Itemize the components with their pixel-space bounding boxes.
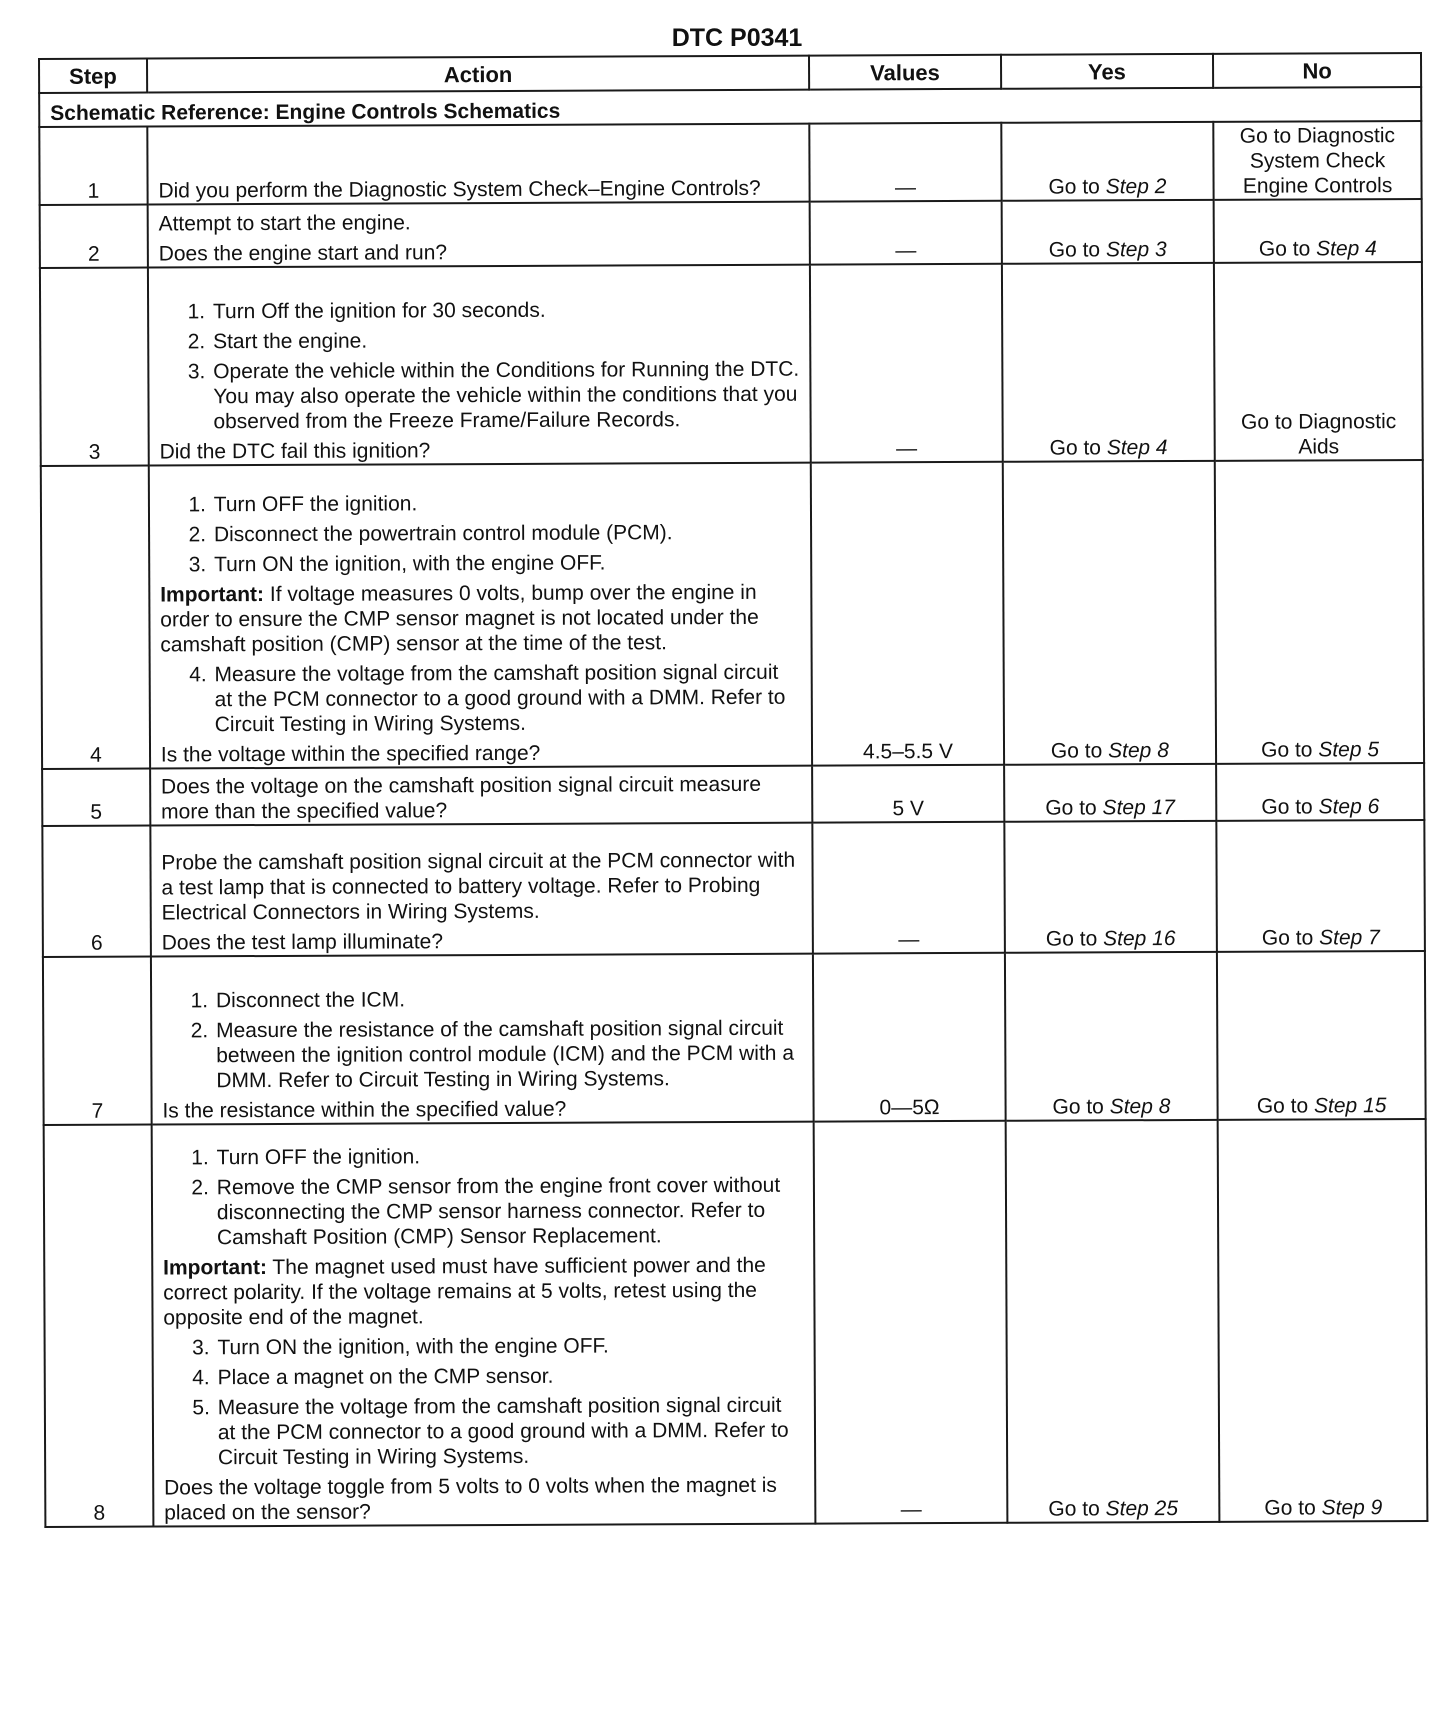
action-cell [147, 202, 810, 268]
go-to-text: Go to [1258, 237, 1311, 261]
step-link[interactable]: Step 7 [1319, 926, 1380, 950]
table-row [42, 820, 1425, 957]
important-text: The magnet used must have sufficient power and the correct polarity. If the voltage remains at 5 volts, retest using the opposite end of the magnet. [163, 1253, 766, 1330]
values-cell: 5 V [812, 765, 1004, 823]
yes-cell [1002, 263, 1215, 462]
yes-cell [1002, 461, 1216, 765]
action-question: Does the engine start and run? [158, 241, 448, 266]
step-link[interactable]: Step 2 [1105, 175, 1167, 199]
go-to-text: Go to [1045, 796, 1097, 820]
action-cell [149, 463, 813, 769]
yes-cell [1004, 764, 1217, 822]
action-question: Did the DTC fail this ignition? [159, 439, 431, 464]
step-link[interactable]: Step 8 [1109, 1095, 1171, 1119]
go-to-text: Go to [1052, 1095, 1104, 1119]
values-cell: — [810, 264, 1002, 463]
step-link[interactable]: Step 4 [1106, 436, 1168, 460]
action-steps [160, 660, 801, 738]
action-step: 1. Disconnect the ICM. [214, 986, 802, 1014]
column-header-yes: Yes [1001, 54, 1214, 89]
no-cell [1216, 763, 1424, 821]
yes-cell [1005, 1120, 1219, 1523]
action-step: 2. Remove the CMP sensor from the engine front cover without disconnecting the CMP sensor harness connector. Refer to Camshaft Position (CMP) Sensor Replacement. [215, 1173, 804, 1251]
step-link[interactable]: Step 17 [1102, 796, 1175, 820]
action-step: 2. Measure the resistance of the camshaft position signal circuit between the ignition control module (ICM) and the PCM with a DMM. Refer to Circuit Testing in Wiring Systems. [214, 1016, 803, 1094]
go-to-text: Go to [1264, 1496, 1316, 1520]
values-cell: — [810, 201, 1002, 265]
table-row [43, 951, 1426, 1125]
action-step: 4. Measure the voltage from the camshaft position signal circuit at the PCM connector to a good ground with a DMM. Refer to Circuit Testing in Wiring Systems. [212, 660, 801, 738]
values-cell: 4.5–5.5 V [811, 462, 1004, 766]
action-step: 2. Disconnect the powertrain control module (PCM). [212, 520, 800, 548]
step-link[interactable]: Go to Diagnostic Aids [1240, 410, 1397, 459]
no-cell [1214, 262, 1423, 461]
no-cell [1217, 951, 1426, 1120]
action-steps [163, 1333, 804, 1471]
column-header-values: Values [809, 55, 1001, 90]
go-to-text: Go to [1256, 1094, 1309, 1118]
action-steps [163, 1143, 804, 1251]
step-link[interactable]: Step 15 [1313, 1094, 1387, 1118]
table-row [40, 199, 1422, 268]
yes-cell [1001, 122, 1214, 201]
important-note [160, 580, 801, 658]
go-to-text: Go to [1048, 175, 1100, 199]
action-question: Does the voltage toggle from 5 volts to 0 volts when the magnet is placed on the sensor? [164, 1473, 777, 1525]
action-cell [150, 766, 813, 826]
action-text: Probe the camshaft position signal circuit at the PCM connector with a test lamp that is connected to battery voltage. Refer to Probing Electrical Connectors in Wiring Systems. [161, 848, 796, 925]
go-to-text: Go to [1261, 795, 1313, 819]
step-link[interactable]: Step 16 [1103, 927, 1176, 951]
step-number: 3 [40, 268, 149, 466]
action-text: Attempt to start the engine. [158, 211, 411, 236]
action-steps [162, 986, 803, 1094]
table-row [42, 763, 1424, 826]
action-cell [151, 1122, 815, 1527]
step-link[interactable]: Step 6 [1318, 795, 1380, 819]
action-cell [151, 954, 814, 1125]
no-cell [1213, 121, 1421, 200]
go-to-text: Go to [1048, 238, 1101, 262]
action-question: Is the voltage within the specified range? [160, 741, 541, 767]
step-number: 4 [41, 466, 150, 769]
step-link[interactable]: Step 8 [1108, 739, 1169, 763]
important-label: Important: [160, 583, 265, 607]
step-number: 7 [43, 957, 152, 1125]
yes-cell [1001, 200, 1214, 264]
values-cell: — [814, 1121, 1007, 1524]
step-link[interactable]: Step 5 [1318, 738, 1380, 762]
action-step: 3. Turn ON the ignition, with the engine OFF. [215, 1333, 803, 1361]
action-step: 4. Place a magnet on the CMP sensor. [216, 1363, 804, 1391]
table-row [39, 121, 1421, 205]
step-link[interactable]: Step 3 [1105, 238, 1167, 262]
action-cell [148, 265, 811, 466]
action-question: Does the test lamp illuminate? [161, 930, 444, 955]
step-number: 5 [42, 769, 150, 826]
action-step: 2. Start the engine. [211, 327, 799, 355]
go-to-text: Go to [1261, 926, 1314, 950]
table-row [41, 460, 1424, 769]
step-link[interactable]: Step 4 [1316, 237, 1377, 261]
step-number: 8 [44, 1125, 154, 1527]
action-cell [147, 124, 810, 205]
column-header-action: Action [147, 56, 810, 93]
yes-cell [1004, 821, 1217, 953]
important-label: Important: [163, 1256, 267, 1280]
table-row [44, 1119, 1428, 1527]
step-link[interactable]: Go to Diagnostic System Check Engine Controls [1239, 124, 1396, 198]
diagnostic-table [38, 52, 1428, 1528]
action-step: 5. Measure the voltage from the camshaft position signal circuit at the PCM connector to a good ground with a DMM. Refer to Circuit Testing in Wiring Systems. [216, 1393, 805, 1471]
important-note [163, 1253, 804, 1331]
action-question: Did you perform the Diagnostic System Check–Engine Controls? [158, 176, 761, 203]
go-to-text: Go to [1049, 436, 1102, 460]
action-cell [150, 823, 813, 957]
values-cell: — [813, 822, 1005, 954]
action-steps [160, 490, 801, 578]
action-question: Is the resistance within the specified value? [162, 1097, 567, 1123]
go-to-text: Go to [1048, 1497, 1100, 1521]
yes-cell [1005, 952, 1218, 1121]
no-cell [1215, 460, 1424, 764]
action-step: 1. Turn OFF the ignition. [215, 1143, 803, 1171]
values-cell: 0—5Ω [813, 953, 1005, 1122]
step-number: 6 [42, 826, 150, 957]
page-title: DTC P0341 [671, 24, 803, 52]
action-step: 3. Operate the vehicle within the Conditions for Running the DTC. You may also operate the vehicle within the conditions that you observed from the Freeze Frame/Failure Records. [211, 357, 800, 435]
go-to-text: Go to [1050, 739, 1103, 763]
schematic-reference: Schematic Reference: Engine Controls Schematics [39, 87, 1421, 127]
action-question: Does the voltage on the camshaft position signal circuit measure more than the specified value? [160, 772, 762, 824]
values-cell: — [810, 123, 1002, 202]
important-text: If voltage measures 0 volts, bump over the engine in order to ensure the CMP sensor magnet is not located under the camshaft position (CMP) sensor at the time of the test. [160, 580, 759, 657]
no-cell [1214, 199, 1422, 263]
document-page [38, 18, 1426, 1528]
action-steps [159, 297, 800, 435]
go-to-text: Go to [1261, 738, 1313, 762]
no-cell [1216, 820, 1425, 952]
step-link[interactable]: Step 25 [1105, 1497, 1179, 1521]
action-step: 1. Turn OFF the ignition. [212, 490, 800, 518]
go-to-text: Go to [1045, 927, 1098, 951]
table-row [40, 262, 1423, 466]
step-link[interactable]: Step 9 [1321, 1496, 1383, 1520]
step-number: 2 [40, 205, 148, 268]
step-number: 1 [39, 127, 147, 205]
column-header-no: No [1213, 53, 1421, 88]
column-header-step: Step [39, 59, 147, 93]
action-step: 1. Turn Off the ignition for 30 seconds. [211, 297, 799, 325]
action-step: 3. Turn ON the ignition, with the engine OFF. [212, 550, 800, 578]
no-cell [1218, 1119, 1428, 1522]
